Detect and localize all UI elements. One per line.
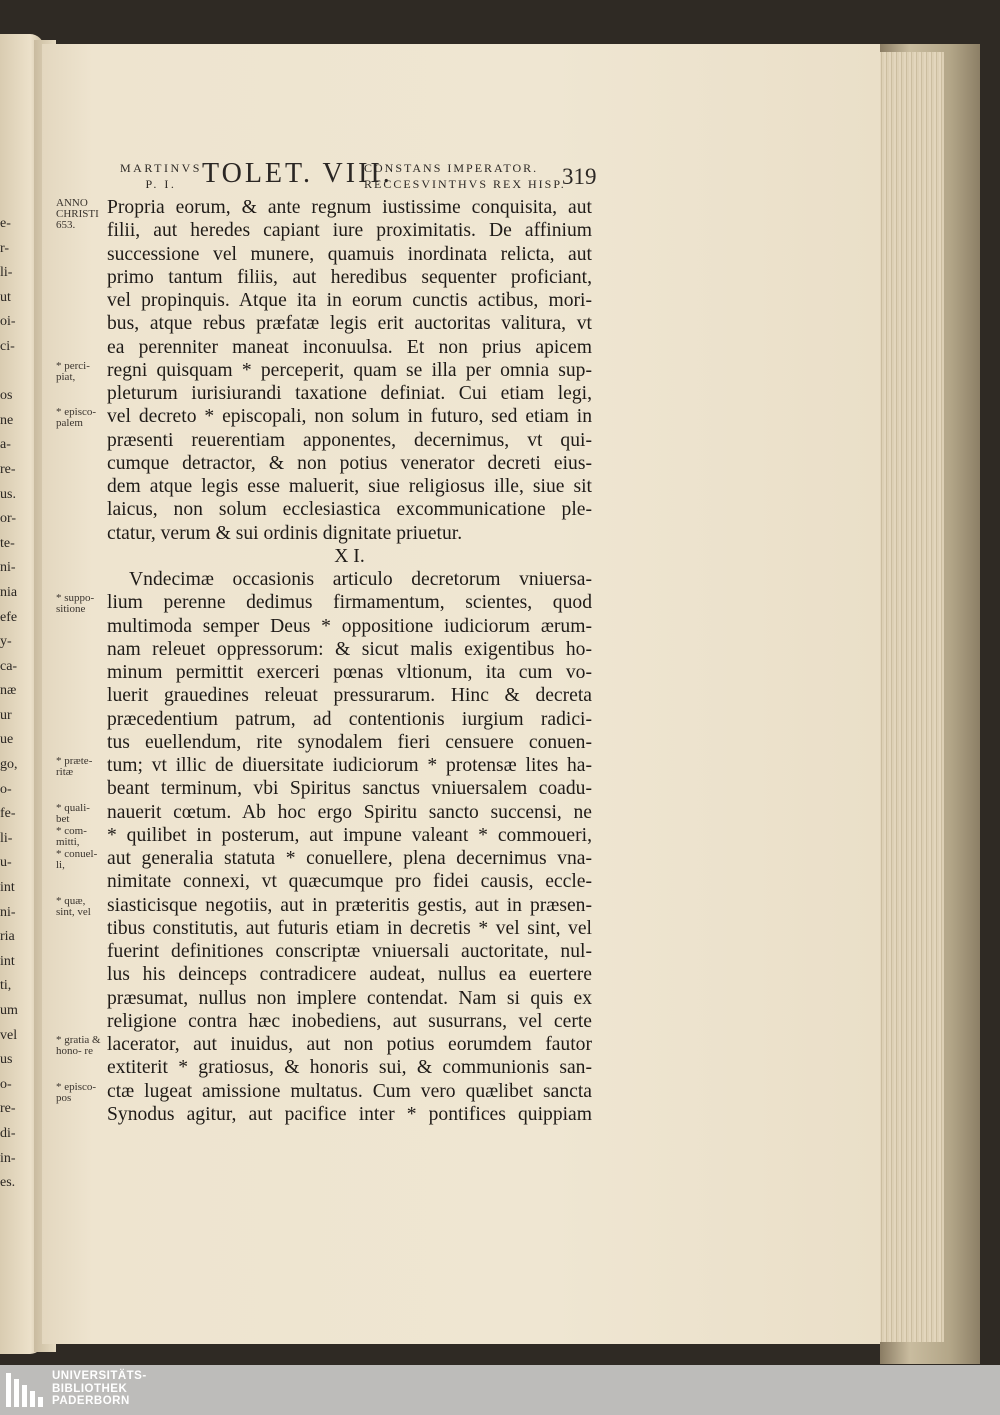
left-page-fragment: næ [0, 683, 17, 699]
left-page-fragments [0, 212, 36, 1196]
margin-note: * perci- piat, [56, 359, 90, 383]
left-page-fragment: u- [0, 855, 12, 871]
left-page-fragment: us [0, 1052, 13, 1068]
left-page-fragment: ci- [0, 338, 15, 354]
left-page-fragment: os [0, 388, 13, 404]
margin-note: * conuel- li, [56, 848, 98, 871]
body-line: lus his deinceps contradicere audeat, nullus ea euertere [107, 964, 592, 986]
footer-line2: BIBLIOTHEK [52, 1382, 128, 1395]
body-line: extiterit * gratiosus, & honoris sui, & communionis san- [107, 1057, 592, 1079]
body-line: tus euellendum, rite synodalem fieri censuere conuen- [107, 731, 592, 753]
body-line: ea perenniter maneat inconuulsa. Et non prius apicem [107, 336, 592, 358]
footer-line1: UNIVERSITÄTS- [52, 1370, 147, 1382]
body-line: nimitate connexi, vt quæcumque pro fidei causis, eccle- [107, 871, 592, 893]
left-page-fragment: o- [0, 781, 12, 797]
left-page-fragment: int [0, 880, 15, 896]
header-title: TOLET. VIII. [202, 158, 393, 189]
body-line: lacerator, aut inuidus, aut non potius eorumdem fautor [107, 1034, 592, 1055]
left-page-fragment: li- [0, 265, 13, 281]
left-page-fragment: ni- [0, 560, 16, 576]
body-line: bus, atque rebus præfatæ legis erit auctoritas valitura, vt [107, 313, 592, 335]
header-left-line1: MARTINVS [120, 161, 202, 175]
left-page-fragment: ca- [0, 658, 18, 674]
body-line: Synodus agitur, aut pacifice inter * pontifices quippiam [107, 1103, 592, 1125]
library-logo-icon [6, 1371, 46, 1407]
body-line: beant terminum, vbi Spiritus sanctus vniuersalem coadu- [107, 778, 592, 800]
left-page-fragment: um [0, 1003, 18, 1018]
left-page-fragment: us. [0, 486, 16, 502]
body-line: regni quisquam * perceperit, quam se illa per omnia sup- [107, 359, 592, 381]
body-line: filii, aut heredes capiant iure proximitatis. De affinium [107, 220, 592, 242]
left-page-fragment [0, 360, 36, 385]
body-line: dem atque legis esse maluerit, siue religiosus ille, siue sit [107, 476, 592, 497]
body-line: X I. [334, 545, 365, 567]
body-line: minum permittit exerceri pœnas vltionum, ita cum vo- [107, 662, 592, 683]
body-line: pleturum iurisiurandi taxatione definiat. Cui etiam legi, [107, 383, 592, 404]
margin-note: * suppo- sitione [56, 592, 95, 616]
left-page-fragment: nia [0, 584, 18, 600]
footer-line3: PADERBORN [52, 1395, 130, 1407]
left-page-fragment: ti, [0, 978, 12, 994]
header-left-line2: P. I. [145, 177, 177, 191]
left-page-fragment: a- [0, 437, 11, 453]
body-line: luerit grauedines releuat pressurarum. Hinc & decreta [107, 685, 592, 707]
body-line: ctatur, verum & sui ordinis dignitate priuetur. [107, 522, 463, 544]
library-footer [0, 1365, 1000, 1415]
body-line: lium perenne dedimus firmamentum, scientes, quod [107, 592, 592, 614]
header-left [120, 160, 202, 192]
body-line: vel decreto * episcopali, non solum in futuro, sed etiam in [107, 406, 592, 428]
left-page-fragment: te- [0, 535, 15, 551]
left-page-fragment: or- [0, 511, 17, 527]
left-page-fragment: o- [0, 1076, 12, 1092]
left-page-fragment: ria [0, 929, 15, 945]
left-page-fragment: efe [0, 609, 18, 625]
body-line: religione contra hæc inobediens, aut susurrans, vel certe [107, 1010, 592, 1032]
body-line: Propria eorum, & ante regnum iustissime conquisita, aut [107, 197, 592, 218]
left-page-fragment: re- [0, 1101, 16, 1117]
body-line: successione vel munere, quamuis inordinata relicta, aut [107, 243, 592, 265]
left-page-fragment: ur [0, 707, 12, 723]
page-edges [874, 52, 944, 1342]
body-line: præsenti reuerentiam apponentes, decernimus, vt qui- [107, 429, 592, 451]
left-page-fragment: y- [0, 634, 12, 650]
body-line: primo tantum filiis, aut heredibus sequenter proficiant, [107, 266, 592, 288]
body-text [107, 196, 592, 1126]
body-line: nauerit cœtum. Ab hoc ergo Spiritu sancto succensi, ne [107, 801, 592, 823]
page-number: 319 [562, 164, 597, 189]
left-page-fragment: ut [0, 289, 11, 305]
margin-note: ANNO CHRISTI 653. [56, 197, 99, 231]
left-page-fragment: ue [0, 732, 14, 748]
left-page-fragment: r- [0, 240, 10, 256]
body-line: præcedentium patrum, ad contentionis iurgium radici- [107, 708, 592, 730]
left-page-fragment: ni- [0, 904, 16, 920]
margin-note: * quæ, sint, vel [56, 894, 91, 918]
body-line: præsumat, nullus non implere contendat. Nam si quis ex [107, 987, 592, 1009]
left-page-fragment: in- [0, 1150, 16, 1166]
left-page-fragment: vel [0, 1027, 18, 1043]
body-line: fuerint definitiones conscriptæ vniuersali auctoritate, nul- [107, 941, 592, 962]
body-line: tibus constitutis, aut futuris etiam in decretis * vel sint, vel [107, 917, 592, 939]
body-line: cumque detractor, & non potius venerator decreti eius- [107, 452, 592, 474]
margin-note: * episco- palem [56, 406, 97, 430]
body-line: siasticisque negotiis, aut in præteritis gestis, aut in præsen- [107, 894, 592, 916]
header-right [364, 160, 566, 192]
body-line: aut generalia statuta * conuellere, plena decernimus vna- [107, 848, 592, 869]
left-page-fragment: ne [0, 412, 14, 428]
body-line: tum; vt illic de diuersitate iudiciorum * protensæ lites ha- [107, 755, 592, 776]
left-page-fragment: li- [0, 830, 13, 846]
body-line: vel propinquis. Atque ita in eorum cunctis actibus, mori- [107, 290, 592, 311]
body-line: nam releuet oppressorum: & sicut malis exigentibus ho- [107, 638, 592, 660]
body-line: * quilibet in posterum, aut impune valeant * commoueri, [107, 824, 592, 846]
header-right-line2: RECCESVINTHVS REX HISP. [364, 177, 566, 191]
left-page-fragment: re- [0, 461, 16, 477]
body-line: ctæ lugeat amissione multatus. Cum vero quælibet sancta [107, 1080, 592, 1102]
left-page-fragment: fe- [0, 806, 16, 822]
margin-note: * præte- ritæ [56, 755, 93, 778]
left-page-fragment: es. [0, 1175, 16, 1191]
body-line: multimoda semper Deus * oppositione iudiciorum ærum- [107, 615, 592, 637]
margin-note: * quali- bet [56, 801, 90, 825]
library-logo-text [52, 1370, 147, 1408]
margin-note: * gratia & hono- re [56, 1034, 101, 1057]
left-page-fragment: e- [0, 216, 11, 231]
header-right-line1: CONSTANS IMPERATOR. [364, 161, 539, 175]
body-line: laicus, non solum ecclesiastica excommunicatione ple- [107, 499, 592, 521]
left-page-fragment: go, [0, 757, 18, 773]
margin-note: * com- mitti, [56, 824, 87, 848]
left-page-fragment: int [0, 953, 15, 969]
running-header [116, 158, 596, 196]
body-line: Vndecimæ occasionis articulo decretorum vniuersa- [129, 569, 592, 590]
margin-note: * episco- pos [56, 1080, 97, 1104]
left-page-fragment: di- [0, 1125, 16, 1141]
left-page-fragment: oi- [0, 314, 16, 330]
